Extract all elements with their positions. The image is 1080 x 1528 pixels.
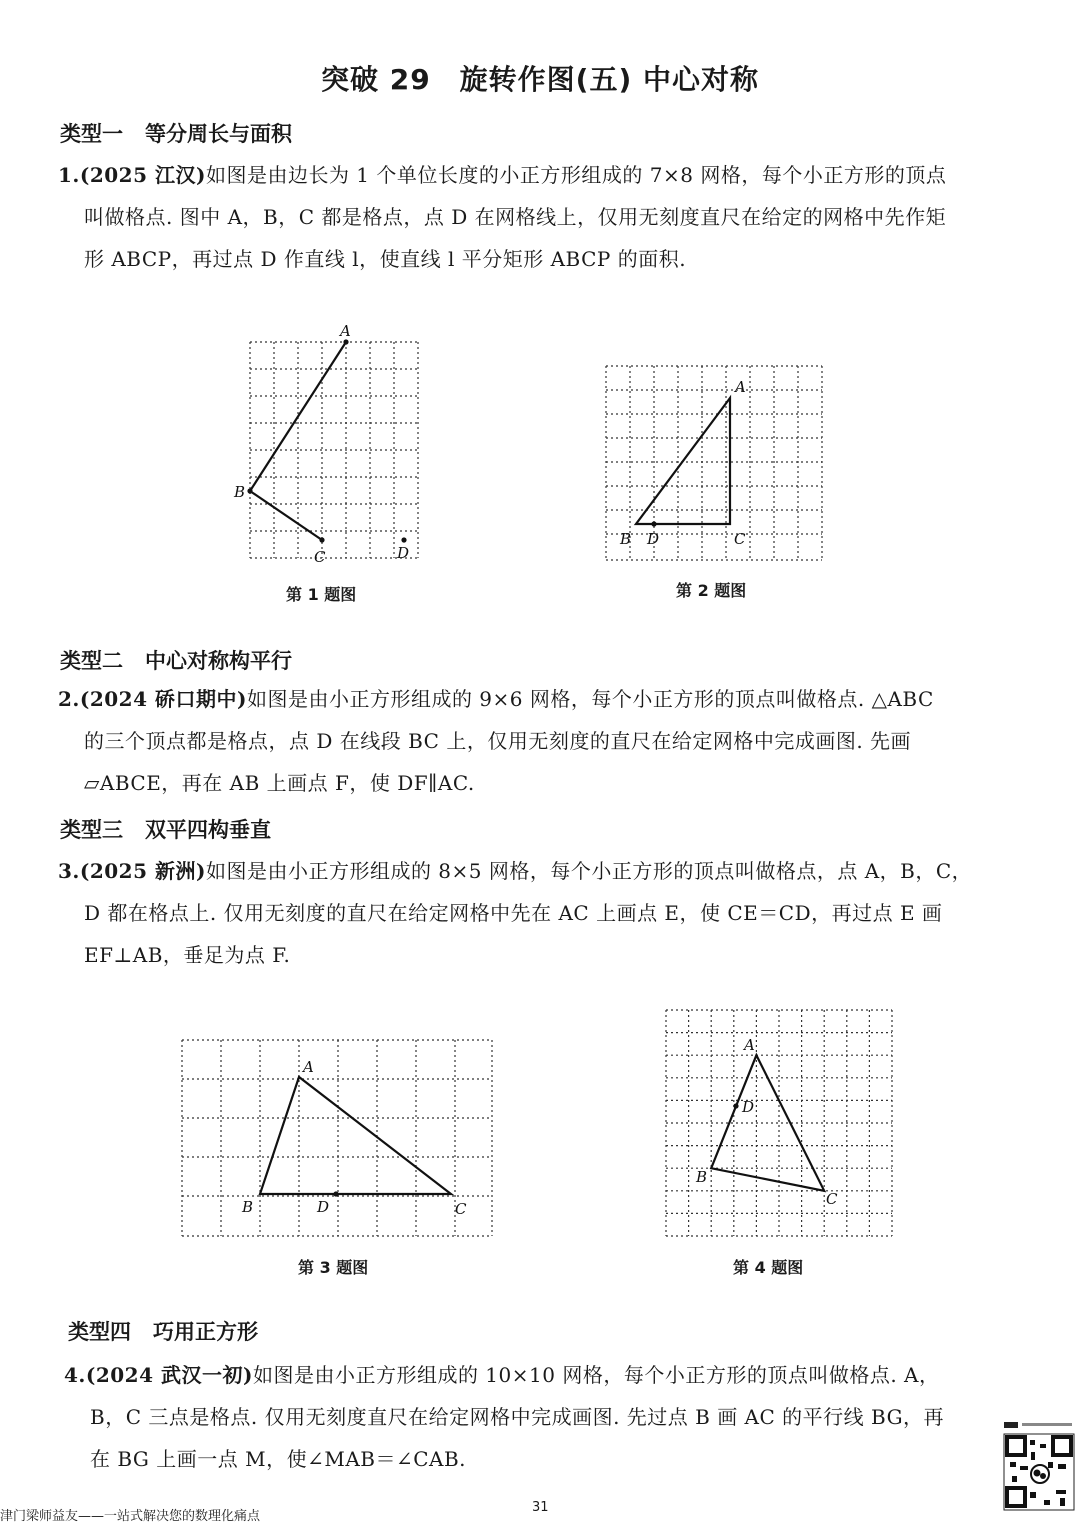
problem-text-line: 在 BG 上画一点 M，使∠MAB＝∠CAB. bbox=[90, 1447, 467, 1471]
problem-text-line: 叫做格点. 图中 A，B，C 都是格点，点 D 在网格线上，仅用无刻度直尺在给定的网格中先作矩 bbox=[84, 205, 947, 229]
figure-1-grid bbox=[230, 320, 440, 570]
grid-lines bbox=[182, 1040, 492, 1236]
point-d bbox=[333, 1191, 338, 1196]
label-b: B bbox=[696, 1168, 708, 1186]
label-a: A bbox=[340, 322, 351, 340]
problem-text-line: 如图是由边长为 1 个单位长度的小正方形组成的 7×8 网格，每个小正方形的顶点 bbox=[205, 163, 947, 187]
point-b bbox=[247, 488, 252, 493]
problem-4 bbox=[64, 1354, 999, 1480]
page-number: 31 bbox=[532, 1500, 549, 1515]
figure-2-grid bbox=[590, 350, 840, 570]
label-c: C bbox=[314, 548, 326, 566]
label-a: A bbox=[303, 1058, 314, 1076]
problem-source: (2025 江汉) bbox=[79, 163, 206, 187]
section-label: 类型一 bbox=[60, 122, 123, 146]
figure-3-grid bbox=[170, 1030, 510, 1240]
page-title: 突破 29 旋转作图(五) 中心对称 bbox=[320, 63, 760, 96]
problem-source: (2024 硚口期中) bbox=[79, 687, 247, 711]
label-b: B bbox=[234, 483, 246, 501]
problem-number: 2. bbox=[58, 687, 80, 711]
problem-3 bbox=[58, 850, 993, 976]
problem-2 bbox=[58, 678, 993, 804]
figure-1-caption: 第 1 题图 bbox=[286, 585, 357, 604]
section-name: 双平四构垂直 bbox=[145, 818, 271, 842]
triangle-abc bbox=[636, 398, 730, 524]
grid-lines bbox=[606, 366, 822, 560]
problem-source: (2025 新洲) bbox=[79, 859, 206, 883]
problem-source: (2024 武汉一初) bbox=[85, 1363, 253, 1387]
label-d: D bbox=[317, 1198, 330, 1216]
section-heading-1 bbox=[60, 118, 292, 148]
problem-text-line: 的三个顶点都是格点，点 D 在线段 BC 上，仅用无刻度的直尺在给定网格中完成画图. 先画 bbox=[84, 729, 912, 753]
point-c bbox=[319, 537, 324, 542]
label-d: D bbox=[397, 544, 410, 562]
figure-3-caption: 第 3 题图 bbox=[298, 1258, 369, 1277]
footer-text: 津门梁师益友——一站式解决您的数理化痛点 bbox=[0, 1509, 261, 1524]
problem-text-line: 如图是由小正方形组成的 9×6 网格，每个小正方形的顶点叫做格点. △ABC bbox=[246, 687, 934, 711]
label-c: C bbox=[455, 1200, 467, 1218]
problem-text-line: 如图是由小正方形组成的 8×5 网格，每个小正方形的顶点叫做格点，点 A，B，C， bbox=[205, 859, 973, 883]
figure-4-grid bbox=[656, 1000, 906, 1245]
figure-4-caption: 第 4 题图 bbox=[733, 1258, 804, 1277]
grid-lines bbox=[666, 1010, 892, 1236]
problem-text-line: D 都在格点上. 仅用无刻度的直尺在给定网格中先在 AC 上画点 E，使 CE＝CD，再过点 E 画 bbox=[84, 901, 943, 925]
point-d bbox=[401, 537, 406, 542]
label-a: A bbox=[744, 1036, 755, 1054]
problem-text-line: B，C 三点是格点. 仅用无刻度直尺在给定网格中完成画图. 先过点 B 画 AC 的平行线 BG，再 bbox=[90, 1405, 945, 1429]
label-d: D bbox=[647, 530, 660, 548]
section-name: 中心对称构平行 bbox=[145, 649, 292, 673]
label-c: C bbox=[734, 530, 746, 548]
point-d bbox=[651, 521, 656, 526]
segment-bc bbox=[250, 491, 322, 540]
problem-number: 3. bbox=[58, 859, 80, 883]
problem-text-line: 形 ABCP，再过点 D 作直线 l，使直线 l 平分矩形 ABCP 的面积. bbox=[84, 247, 687, 271]
section-name: 等分周长与面积 bbox=[145, 122, 292, 146]
label-b: B bbox=[242, 1198, 254, 1216]
problem-text-line: ▱ABCE，再在 AB 上画点 F，使 DF∥AC. bbox=[84, 771, 475, 795]
section-name: 巧用正方形 bbox=[153, 1320, 258, 1344]
section-heading-4 bbox=[68, 1316, 258, 1346]
problem-number: 4. bbox=[64, 1363, 86, 1387]
section-label: 类型四 bbox=[68, 1320, 131, 1344]
problem-1 bbox=[58, 154, 993, 280]
label-b: B bbox=[620, 530, 632, 548]
section-heading-3 bbox=[60, 814, 271, 844]
label-a: A bbox=[735, 378, 746, 396]
triangle-abc bbox=[260, 1077, 451, 1194]
section-label: 类型三 bbox=[60, 818, 123, 842]
section-label: 类型二 bbox=[60, 649, 123, 673]
problem-number: 1. bbox=[58, 163, 80, 187]
problem-text-line: EF⊥AB，垂足为点 F. bbox=[84, 943, 291, 967]
problem-text-line: 如图是由小正方形组成的 10×10 网格，每个小正方形的顶点叫做格点. A， bbox=[252, 1363, 940, 1387]
figure-2-caption: 第 2 题图 bbox=[676, 581, 747, 600]
label-c: C bbox=[826, 1190, 838, 1208]
point-d bbox=[733, 1103, 738, 1108]
section-heading-2 bbox=[60, 645, 292, 675]
qr-code-icon bbox=[1000, 1418, 1078, 1514]
label-d: D bbox=[742, 1098, 755, 1116]
point-a bbox=[343, 339, 348, 344]
